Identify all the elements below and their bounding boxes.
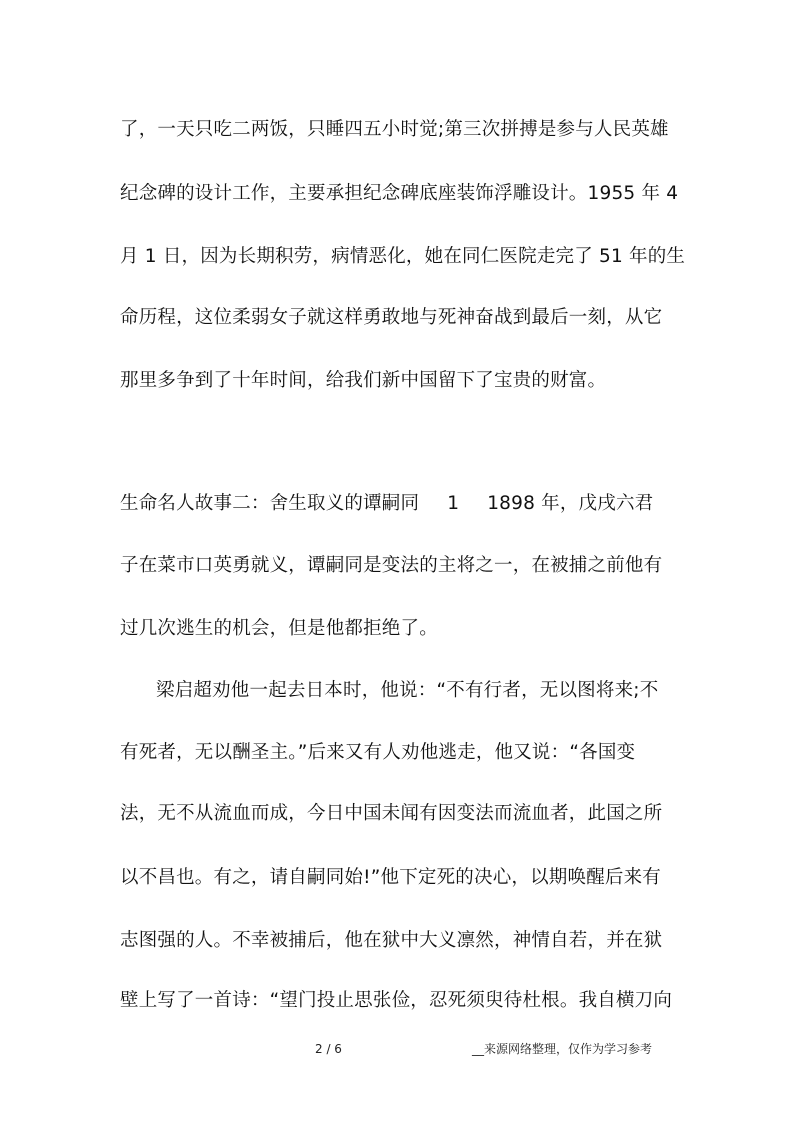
paragraph-1-line-3: 月 1 日，因为长期积劳，病情恶化，她在同仁医院走完了 51 年的生 — [120, 246, 686, 267]
story-heading-number: 1 — [447, 493, 460, 514]
story-heading-tail: 1898 年，戊戌六君 — [487, 493, 654, 514]
source-note: __来源网络整理，仅作为学习参考 — [472, 1042, 653, 1056]
paragraph-2-line-2: 过几次逃生的机会，但是他都拒绝了。 — [120, 618, 438, 639]
paragraph-1-line-4: 命历程，这位柔弱女子就这样勇敢地与死神奋战到最后一刻，从它 — [120, 307, 663, 328]
paragraph-1-line-1: 了，一天只吃二两饭，只睡四五小时觉;第三次拼搏是参与人民英雄 — [120, 119, 669, 140]
paragraph-3-line-4: 以不昌也。有之，请自嗣同始!”他下定死的决心，以期唤醒后来有 — [120, 867, 662, 888]
page-number: 2 / 6 — [315, 1042, 342, 1056]
paragraph-2-line-1: 子在菜市口英勇就义，谭嗣同是变法的主将之一，在被捕之前他有 — [120, 555, 663, 576]
paragraph-3-line-1: 梁启超劝他一起去日本时，他说：“不有行者，无以图将来;不 — [156, 680, 659, 701]
paragraph-3-line-6: 壁上写了一首诗：“望门投止思张俭，忍死须臾待杜根。我自横刀向 — [120, 990, 673, 1011]
paragraph-3-line-5: 志图强的人。不幸被捕后，他在狱中大义凛然，神情自若，并在狱 — [120, 930, 663, 951]
paragraph-1-line-2: 纪念碑的设计工作，主要承担纪念碑底座装饰浮雕设计。1955 年 4 — [120, 183, 679, 204]
paragraph-1-line-5: 那里多争到了十年时间，给我们新中国留下了宝贵的财富。 — [120, 370, 607, 391]
story-heading-line — [120, 492, 653, 516]
paragraph-3-line-3: 法，无不从流血而成，今日中国未闻有因变法而流血者，此国之所 — [120, 803, 663, 824]
paragraph-3-line-2: 有死者，无以酬圣主。”后来又有人劝他逃走，他又说：“各国变 — [120, 742, 636, 763]
story-heading: 生命名人故事二：舍生取义的谭嗣同 — [120, 493, 420, 514]
